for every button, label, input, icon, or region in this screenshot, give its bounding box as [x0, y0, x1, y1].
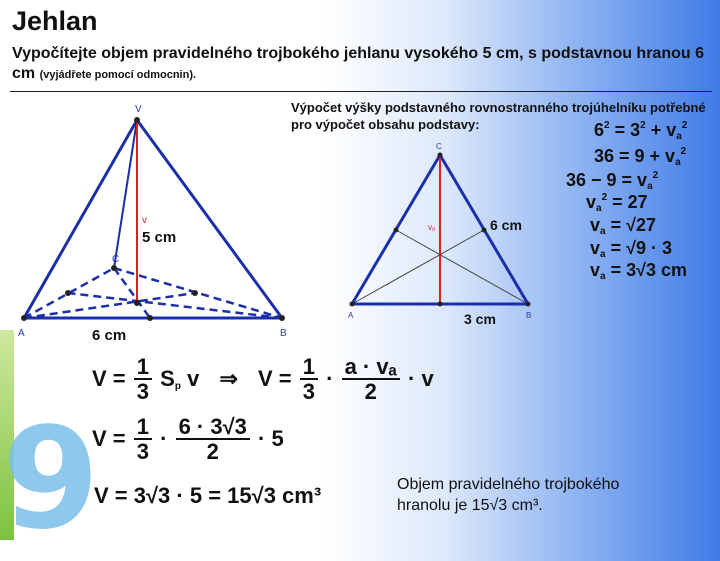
pyr-label-c: C [112, 254, 120, 265]
pyr-label-a: A [18, 328, 25, 339]
subtask-heading: Výpočet výšky podstavného rovnostranného trojúhelníku potřebné pro výpočet obsahu podstavy: [291, 100, 706, 132]
pyr-label-v: V [135, 104, 142, 115]
tri-label-c: C [436, 142, 442, 151]
volume-formula-2: V = $\frac{1}{3}$ · $\frac{6 \cdot 3√3}{2}$ · 5 [92, 414, 284, 464]
tri-half-base-value: 3 cm [464, 311, 496, 327]
divider-line [10, 91, 712, 92]
page-title: Jehlan [12, 6, 98, 36]
triangle-diagram [340, 140, 540, 330]
pyr-height-value: 5 cm [142, 229, 177, 246]
tri-label-va: vₐ [428, 223, 435, 232]
conclusion-line-1: Objem pravidelného trojbokého [397, 476, 620, 493]
pyth-line-6: $v_a = √9 \cdot 3$ [590, 238, 673, 260]
task-statement [12, 44, 712, 85]
pyr-edge-value: 6 cm [92, 327, 127, 340]
task-text: Vypočítejte objem pravidelného trojbokého jehlanu vysokého 5 cm, s podstavnou hranou 6 cm [12, 45, 704, 82]
volume-formula-1: V = $\frac{1}{3}$ $S_p$ v ⇒ V = $\frac{1}{3}$ · $\frac{\text{a · vₐ}}{2}$ · v [92, 354, 434, 404]
conclusion-text [397, 474, 619, 516]
pyramid-diagram [10, 100, 300, 340]
pyth-line-2: $36 = 9 + v_a^2$ [594, 146, 687, 168]
pyth-line-5: $v_a = √27$ [590, 215, 657, 237]
conclusion-line-2: hranolu je 15√3 cm³. [397, 497, 543, 514]
pyr-label-b: B [280, 328, 287, 339]
pyth-line-1: $6^2 = 3^2 + v_a^2$ [594, 120, 688, 142]
pyth-line-7: $v_a = 3√3$ cm [590, 260, 688, 282]
task-hint: (vyjádřete pomocí odmocnin). [39, 69, 197, 81]
tri-label-b: B [526, 311, 532, 320]
slide-number-decoration: 9 [2, 398, 100, 561]
pyr-label-height: v [142, 215, 147, 226]
tri-side-value: 6 cm [490, 217, 522, 233]
volume-formula-result: V = 3√3 · 5 = 15√3 cm³ [94, 483, 322, 508]
pyth-line-3: $36 - 9 = v_a^2$ [566, 170, 659, 192]
pyth-line-4: $v_a^2 = 27$ [586, 192, 648, 214]
tri-label-a: A [348, 311, 354, 320]
